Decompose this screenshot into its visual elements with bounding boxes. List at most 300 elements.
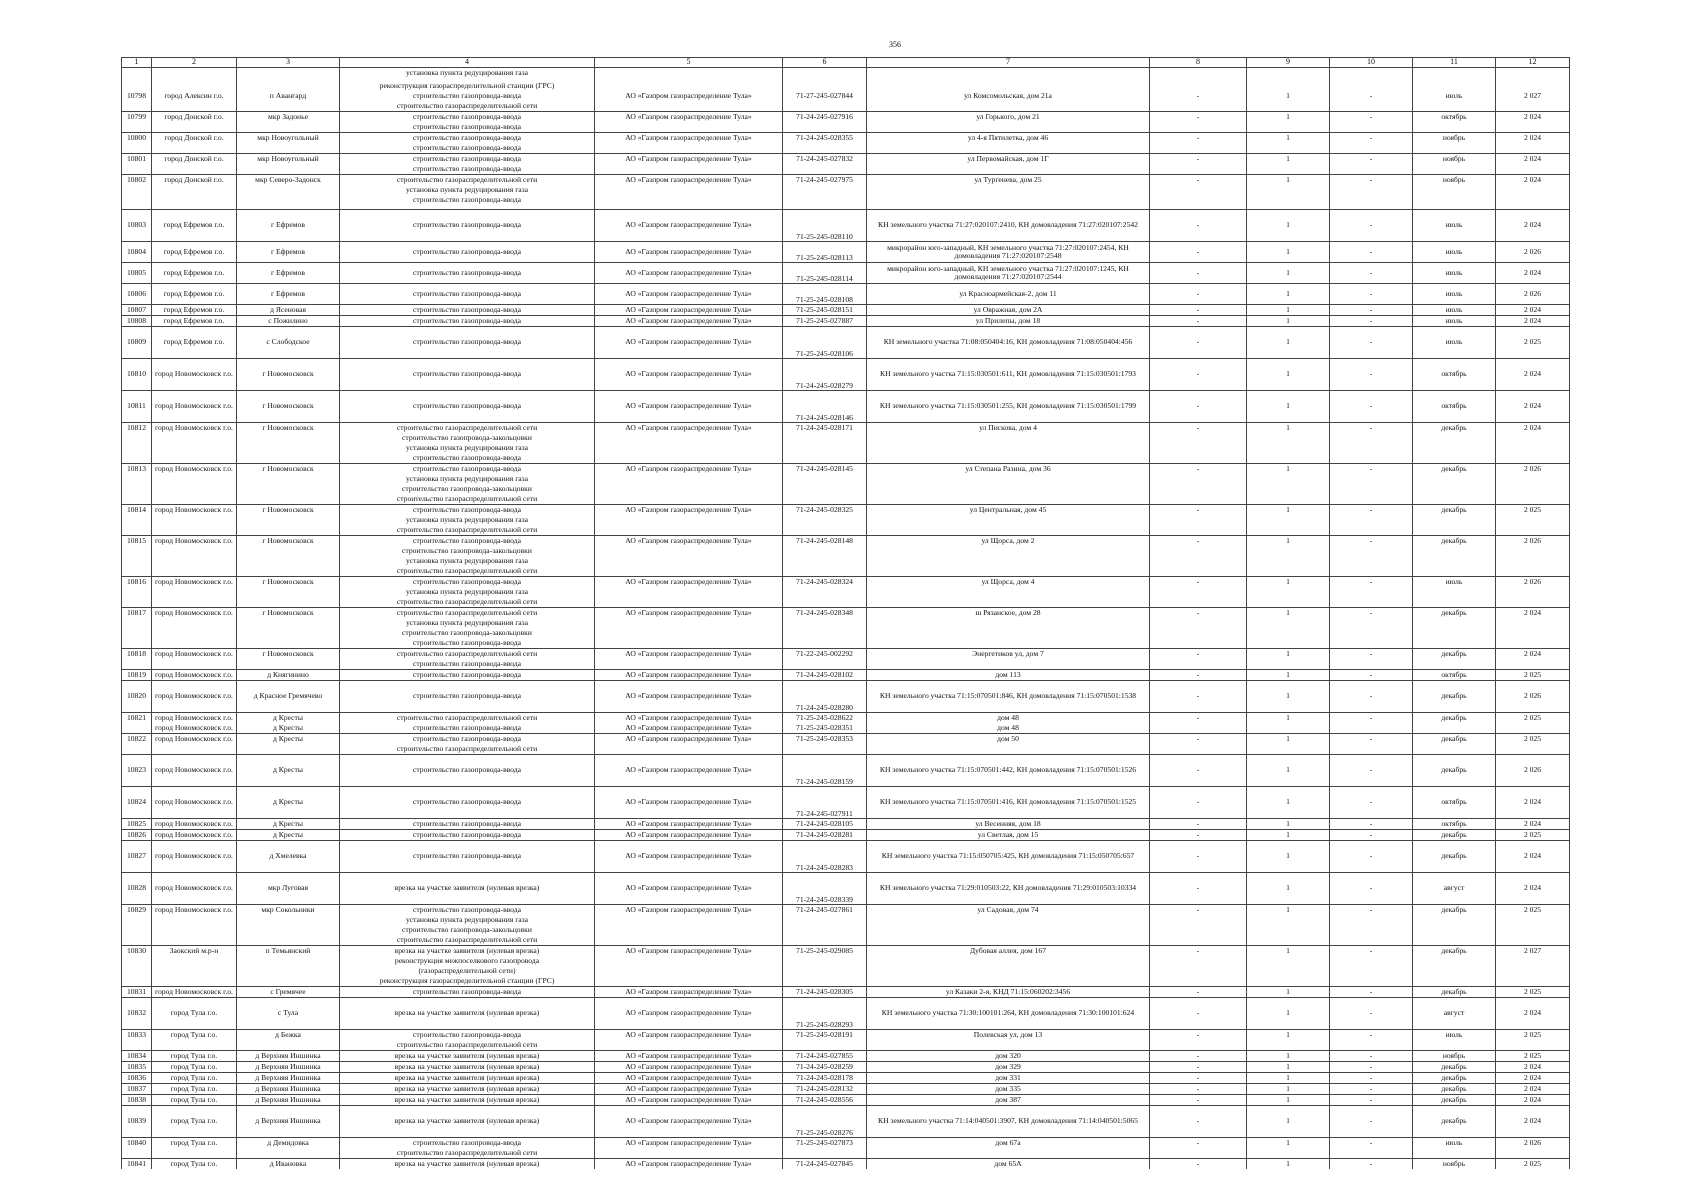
row-number-cell <box>122 566 152 577</box>
row-number-cell <box>122 723 152 734</box>
col-10-cell <box>1330 443 1413 453</box>
application-number-cell: 71-24-245-027975 <box>783 175 867 186</box>
address-cell: ул Горького, дом 21 <box>867 112 1150 123</box>
application-number-cell <box>783 81 867 91</box>
settlement-cell <box>237 195 340 205</box>
settlement-cell: с Гремячее <box>237 987 340 998</box>
col-8-cell: - <box>1150 987 1247 998</box>
gasification-table <box>121 57 1570 1169</box>
col-8-cell: - <box>1150 649 1247 660</box>
municipality-cell: город Новомосковск г.о. <box>152 723 237 734</box>
col-10-cell: - <box>1330 1030 1413 1041</box>
table-row <box>122 628 1570 638</box>
organization-cell <box>595 597 783 608</box>
settlement-cell: д Ивановка <box>237 1159 340 1170</box>
col-9-cell <box>1247 556 1330 566</box>
col-10-cell: - <box>1330 536 1413 547</box>
col-8-cell: - <box>1150 423 1247 434</box>
col-10-cell: - <box>1330 734 1413 745</box>
header-cell: 11 <box>1413 58 1496 68</box>
month-cell: июль <box>1413 1138 1496 1149</box>
work-type-cell: строительство газораспределительной сети <box>340 744 595 755</box>
year-cell <box>1496 744 1570 755</box>
organization-cell: АО «Газпром газораспределение Тула» <box>595 242 783 263</box>
year-cell: 2 025 <box>1496 670 1570 681</box>
col-8-cell: - <box>1150 133 1247 144</box>
organization-cell: АО «Газпром газораспределение Тула» <box>595 830 783 841</box>
col-10-cell <box>1330 723 1413 734</box>
col-8-cell <box>1150 494 1247 505</box>
municipality-cell: город Тула г.о. <box>152 1095 237 1106</box>
year-cell: 2 027 <box>1496 91 1570 101</box>
work-type-cell: строительство газопровода-ввода <box>340 195 595 205</box>
application-number-cell: 71-25-245-028151 <box>783 305 867 316</box>
municipality-cell <box>152 915 237 925</box>
settlement-cell: с Тула <box>237 998 340 1030</box>
municipality-cell <box>152 185 237 195</box>
col-9-cell <box>1247 453 1330 464</box>
month-cell <box>1413 164 1496 175</box>
municipality-cell: город Новомосковск г.о. <box>152 905 237 916</box>
application-number-cell: 71-24-245-027911 <box>783 787 867 819</box>
municipality-cell <box>152 494 237 505</box>
address-cell <box>867 185 1150 195</box>
col-10-cell: - <box>1330 987 1413 998</box>
settlement-cell: г Новомосковск <box>237 608 340 619</box>
work-type-cell: установка пункта редуцирования газа <box>340 474 595 484</box>
year-cell <box>1496 81 1570 91</box>
month-cell: декабрь <box>1413 755 1496 787</box>
row-number-cell <box>122 433 152 443</box>
organization-cell <box>595 164 783 175</box>
municipality-cell <box>152 453 237 464</box>
col-8-cell <box>1150 744 1247 755</box>
col-8-cell: - <box>1150 91 1247 101</box>
col-9-cell <box>1247 566 1330 577</box>
table-row <box>122 494 1570 505</box>
application-number-cell <box>783 443 867 453</box>
col-8-cell: - <box>1150 242 1247 263</box>
settlement-cell <box>237 659 340 670</box>
table-row <box>122 1106 1570 1138</box>
col-10-cell: - <box>1330 946 1413 957</box>
col-10-cell: - <box>1330 316 1413 327</box>
organization-cell: АО «Газпром газораспределение Тула» <box>595 391 783 423</box>
row-number-cell <box>122 744 152 755</box>
row-number-cell <box>122 628 152 638</box>
year-cell: 2 024 <box>1496 154 1570 165</box>
month-cell: декабрь <box>1413 536 1496 547</box>
settlement-cell: д Кресты <box>237 713 340 724</box>
col-9-cell: 1 <box>1247 1084 1330 1095</box>
organization-cell: АО «Газпром газораспределение Тула» <box>595 263 783 284</box>
row-number-cell: 10808 <box>122 316 152 327</box>
col-9-cell <box>1247 659 1330 670</box>
municipality-cell: город Новомосковск г.о. <box>152 608 237 619</box>
col-10-cell <box>1330 68 1413 79</box>
year-cell: 2 026 <box>1496 242 1570 263</box>
address-cell <box>867 925 1150 935</box>
application-number-cell <box>783 525 867 536</box>
organization-cell: АО «Газпром газораспределение Тула» <box>595 1106 783 1138</box>
work-type-cell: установка пункта редуцирования газа <box>340 556 595 566</box>
month-cell: ноябрь <box>1413 133 1496 144</box>
table-row <box>122 587 1570 597</box>
col-8-cell: - <box>1150 1073 1247 1084</box>
table-row <box>122 556 1570 566</box>
col-9-cell: 1 <box>1247 505 1330 516</box>
table-row <box>122 1095 1570 1106</box>
application-number-cell <box>783 744 867 755</box>
organization-cell: АО «Газпром газораспределение Тула» <box>595 1030 783 1041</box>
work-type-cell: строительство газопровода-ввода <box>340 987 595 998</box>
municipality-cell: город Новомосковск г.о. <box>152 841 237 873</box>
row-number-cell: 10818 <box>122 649 152 660</box>
col-10-cell: - <box>1330 505 1413 516</box>
col-10-cell: - <box>1330 681 1413 713</box>
settlement-cell <box>237 484 340 494</box>
work-type-cell: строительство газопровода-ввода <box>340 91 595 101</box>
year-cell <box>1496 443 1570 453</box>
header-row <box>122 58 1570 68</box>
row-number-cell: 10799 <box>122 112 152 123</box>
year-cell: 2 024 <box>1496 998 1570 1030</box>
organization-cell <box>595 744 783 755</box>
col-8-cell: - <box>1150 819 1247 830</box>
work-type-cell: строительство газораспределительной сети <box>340 175 595 186</box>
year-cell <box>1496 143 1570 154</box>
work-type-cell: строительство газораспределительной сети <box>340 935 595 946</box>
municipality-cell <box>152 443 237 453</box>
work-type-cell: установка пункта редуцирования газа <box>340 185 595 195</box>
year-cell: 2 026 <box>1496 577 1570 588</box>
address-cell: ул 4-я Пятилетка, дом 46 <box>867 133 1150 144</box>
col-10-cell <box>1330 966 1413 976</box>
application-number-cell: 71-24-245-027861 <box>783 905 867 916</box>
row-number-cell <box>122 143 152 154</box>
col-8-cell <box>1150 723 1247 734</box>
settlement-cell: с Пожилино <box>237 316 340 327</box>
work-type-cell: (газораспределительной сети) <box>340 966 595 976</box>
municipality-cell <box>152 638 237 649</box>
col-9-cell: 1 <box>1247 1159 1330 1170</box>
application-number-cell <box>783 494 867 505</box>
col-8-cell: - <box>1150 946 1247 957</box>
month-cell: октябрь <box>1413 670 1496 681</box>
col-10-cell: - <box>1330 830 1413 841</box>
row-number-cell: 10807 <box>122 305 152 316</box>
municipality-cell <box>152 744 237 755</box>
application-number-cell: 71-24-245-028305 <box>783 987 867 998</box>
organization-cell: АО «Газпром газораспределение Тула» <box>595 608 783 619</box>
year-cell <box>1496 164 1570 175</box>
table-row <box>122 316 1570 327</box>
col-10-cell: - <box>1330 841 1413 873</box>
row-number-cell: 10815 <box>122 536 152 547</box>
application-number-cell <box>783 433 867 443</box>
work-type-cell: врезка на участке заявителя (нулевая врезка) <box>340 1084 595 1095</box>
col-10-cell: - <box>1330 327 1413 359</box>
col-9-cell: 1 <box>1247 284 1330 305</box>
table-row <box>122 143 1570 154</box>
address-cell <box>867 915 1150 925</box>
address-cell: микрорайон юго-западный, КН земельного участка 71:27:020107:2454, КН домовладения 71:27:020107:2548 <box>867 242 1150 263</box>
work-type-cell: строительство газопровода-закольцовки <box>340 546 595 556</box>
organization-cell: АО «Газпром газораспределение Тула» <box>595 723 783 734</box>
row-number-cell: 10832 <box>122 998 152 1030</box>
month-cell <box>1413 556 1496 566</box>
organization-cell: АО «Газпром газораспределение Тула» <box>595 316 783 327</box>
municipality-cell: город Тула г.о. <box>152 1062 237 1073</box>
month-cell: ноябрь <box>1413 175 1496 186</box>
settlement-cell <box>237 68 340 79</box>
organization-cell: АО «Газпром газораспределение Тула» <box>595 787 783 819</box>
municipality-cell: город Ефремов г.о. <box>152 242 237 263</box>
table-row <box>122 112 1570 123</box>
col-8-cell <box>1150 122 1247 133</box>
organization-cell: АО «Газпром газораспределение Тула» <box>595 946 783 957</box>
municipality-cell <box>152 966 237 976</box>
month-cell: август <box>1413 873 1496 905</box>
settlement-cell <box>237 556 340 566</box>
col-9-cell: 1 <box>1247 242 1330 263</box>
settlement-cell: д Верхняя Иншинка <box>237 1106 340 1138</box>
table-row <box>122 515 1570 525</box>
table-row <box>122 91 1570 101</box>
col-9-cell <box>1247 925 1330 935</box>
organization-cell <box>595 546 783 556</box>
address-cell <box>867 546 1150 556</box>
work-type-cell: строительство газопровода-ввода <box>340 819 595 830</box>
year-cell: 2 024 <box>1496 391 1570 423</box>
col-8-cell <box>1150 185 1247 195</box>
municipality-cell <box>152 474 237 484</box>
organization-cell <box>595 659 783 670</box>
work-type-cell: строительство газопровода-ввода <box>340 905 595 916</box>
col-9-cell <box>1247 443 1330 453</box>
col-8-cell: - <box>1150 1138 1247 1149</box>
col-10-cell <box>1330 597 1413 608</box>
work-type-cell: строительство газопровода-ввода <box>340 841 595 873</box>
col-8-cell <box>1150 915 1247 925</box>
table-row <box>122 597 1570 608</box>
year-cell: 2 024 <box>1496 873 1570 905</box>
table-row <box>122 433 1570 443</box>
settlement-cell: г Ефремов <box>237 210 340 242</box>
application-number-cell: 71-24-245-027845 <box>783 1159 867 1170</box>
municipality-cell <box>152 597 237 608</box>
organization-cell: АО «Газпром газораспределение Тула» <box>595 1062 783 1073</box>
application-number-cell <box>783 956 867 966</box>
application-number-cell: 71-24-245-028279 <box>783 359 867 391</box>
settlement-cell <box>237 925 340 935</box>
settlement-cell: д Кресты <box>237 819 340 830</box>
municipality-cell <box>152 628 237 638</box>
month-cell: июль <box>1413 284 1496 305</box>
col-8-cell <box>1150 515 1247 525</box>
row-number-cell: 10800 <box>122 133 152 144</box>
year-cell: 2 024 <box>1496 175 1570 186</box>
work-type-cell: строительство газораспределительной сети <box>340 649 595 660</box>
settlement-cell: д Княгинино <box>237 670 340 681</box>
settlement-cell <box>237 587 340 597</box>
work-type-cell: строительство газораспределительной сети <box>340 608 595 619</box>
address-cell: КН земельного участка 71:15:070501:846, КН домовладения 71:15:070501:1538 <box>867 681 1150 713</box>
table-row <box>122 734 1570 745</box>
year-cell <box>1496 433 1570 443</box>
table-row <box>122 154 1570 165</box>
row-number-cell <box>122 515 152 525</box>
row-number-cell: 10803 <box>122 210 152 242</box>
col-10-cell: - <box>1330 873 1413 905</box>
row-number-cell: 10811 <box>122 391 152 423</box>
address-cell: ш Рязанское, дом 28 <box>867 608 1150 619</box>
table-row <box>122 423 1570 434</box>
work-type-cell: строительство газопровода-ввода <box>340 316 595 327</box>
organization-cell: АО «Газпром газораспределение Тула» <box>595 819 783 830</box>
col-10-cell <box>1330 1040 1413 1051</box>
address-cell: ул Прилепы, дом 18 <box>867 316 1150 327</box>
organization-cell: АО «Газпром газораспределение Тула» <box>595 873 783 905</box>
month-cell <box>1413 433 1496 443</box>
col-10-cell <box>1330 1148 1413 1159</box>
row-number-cell: 10814 <box>122 505 152 516</box>
application-number-cell: 71-24-245-028148 <box>783 536 867 547</box>
settlement-cell: мкр Луговая <box>237 873 340 905</box>
col-8-cell <box>1150 966 1247 976</box>
organization-cell <box>595 915 783 925</box>
month-cell: декабрь <box>1413 1073 1496 1084</box>
table-row <box>122 905 1570 916</box>
month-cell <box>1413 744 1496 755</box>
organization-cell <box>595 956 783 966</box>
col-8-cell: - <box>1150 536 1247 547</box>
application-number-cell: 71-25-245-027887 <box>783 316 867 327</box>
settlement-cell <box>237 966 340 976</box>
application-number-cell: 71-24-245-028105 <box>783 819 867 830</box>
municipality-cell <box>152 1148 237 1159</box>
month-cell: декабрь <box>1413 734 1496 745</box>
municipality-cell: город Новомосковск г.о. <box>152 681 237 713</box>
month-cell <box>1413 915 1496 925</box>
year-cell: 2 025 <box>1496 734 1570 745</box>
col-10-cell <box>1330 915 1413 925</box>
year-cell <box>1496 68 1570 79</box>
table-row <box>122 443 1570 453</box>
col-9-cell: 1 <box>1247 713 1330 724</box>
settlement-cell: д Верхняя Иншинка <box>237 1051 340 1062</box>
application-number-cell: 71-25-245-029085 <box>783 946 867 957</box>
table-row <box>122 681 1570 713</box>
work-type-cell: строительство газопровода-закольцовки <box>340 433 595 443</box>
col-8-cell <box>1150 1148 1247 1159</box>
row-number-cell <box>122 925 152 935</box>
address-cell <box>867 956 1150 966</box>
application-number-cell <box>783 659 867 670</box>
table-row <box>122 525 1570 536</box>
work-type-cell: строительство газопровода-ввода <box>340 830 595 841</box>
organization-cell <box>595 976 783 987</box>
month-cell <box>1413 525 1496 536</box>
settlement-cell <box>237 433 340 443</box>
work-type-cell: установка пункта редуцирования газа <box>340 618 595 628</box>
col-9-cell: 1 <box>1247 91 1330 101</box>
address-cell: Полевская ул, дом 13 <box>867 1030 1150 1041</box>
month-cell: октябрь <box>1413 391 1496 423</box>
work-type-cell: строительство газопровода-ввода <box>340 1030 595 1041</box>
address-cell <box>867 484 1150 494</box>
municipality-cell <box>152 484 237 494</box>
table-row <box>122 101 1570 112</box>
organization-cell <box>595 484 783 494</box>
address-cell: ул Весенняя, дом 18 <box>867 819 1150 830</box>
year-cell <box>1496 966 1570 976</box>
col-9-cell: 1 <box>1247 905 1330 916</box>
row-number-cell: 10812 <box>122 423 152 434</box>
col-9-cell <box>1247 915 1330 925</box>
application-number-cell: 71-25-245-028106 <box>783 327 867 359</box>
month-cell <box>1413 597 1496 608</box>
col-10-cell <box>1330 433 1413 443</box>
work-type-cell: врезка на участке заявителя (нулевая врезка) <box>340 1159 595 1170</box>
col-9-cell <box>1247 515 1330 525</box>
application-number-cell <box>783 143 867 154</box>
col-8-cell: - <box>1150 873 1247 905</box>
application-number-cell: 71-24-245-028159 <box>783 755 867 787</box>
work-type-cell: строительство газопровода-ввода <box>340 143 595 154</box>
year-cell <box>1496 628 1570 638</box>
table-row <box>122 659 1570 670</box>
municipality-cell: город Новомосковск г.о. <box>152 359 237 391</box>
municipality-cell <box>152 556 237 566</box>
address-cell <box>867 966 1150 976</box>
settlement-cell <box>237 494 340 505</box>
year-cell: 2 025 <box>1496 1051 1570 1062</box>
row-number-cell <box>122 68 152 79</box>
month-cell: июль <box>1413 91 1496 101</box>
address-cell: дом 48 <box>867 713 1150 724</box>
settlement-cell: г Новомосковск <box>237 505 340 516</box>
col-9-cell <box>1247 966 1330 976</box>
work-type-cell: строительство газопровода-ввода <box>340 154 595 165</box>
settlement-cell <box>237 81 340 91</box>
col-9-cell <box>1247 433 1330 443</box>
work-type-cell: строительство газораспределительной сети <box>340 1040 595 1051</box>
application-number-cell <box>783 68 867 79</box>
row-number-cell: 10805 <box>122 263 152 284</box>
organization-cell: АО «Газпром газораспределение Тула» <box>595 327 783 359</box>
month-cell: октябрь <box>1413 359 1496 391</box>
address-cell <box>867 195 1150 205</box>
organization-cell: АО «Газпром газораспределение Тула» <box>595 154 783 165</box>
year-cell <box>1496 976 1570 987</box>
municipality-cell: город Донской г.о. <box>152 154 237 165</box>
settlement-cell: г Ефремов <box>237 263 340 284</box>
year-cell <box>1496 525 1570 536</box>
row-number-cell: 10835 <box>122 1062 152 1073</box>
work-type-cell: врезка на участке заявителя (нулевая врезка) <box>340 1051 595 1062</box>
work-type-cell: строительство газопровода-ввода <box>340 164 595 175</box>
settlement-cell <box>237 185 340 195</box>
application-number-cell: 71-25-245-027873 <box>783 1138 867 1149</box>
col-9-cell: 1 <box>1247 1095 1330 1106</box>
settlement-cell: г Ефремов <box>237 242 340 263</box>
table-row <box>122 284 1570 305</box>
row-number-cell: 10827 <box>122 841 152 873</box>
month-cell <box>1413 122 1496 133</box>
col-8-cell <box>1150 638 1247 649</box>
month-cell <box>1413 966 1496 976</box>
